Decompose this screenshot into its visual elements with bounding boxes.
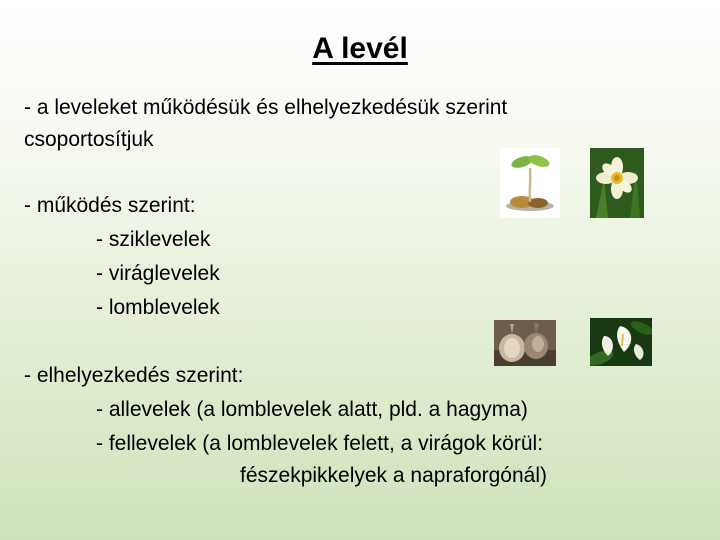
bulb-photo [494,320,556,366]
intro-line-2: csoportosítjuk [24,128,154,151]
position-item-upper-leaves: - fellevelek (a lomblevelek felett, a virágok körül: [96,432,544,455]
daffodil-photo [590,148,644,218]
function-item-floral-leaves: - viráglevelek [96,262,220,285]
intro-line-1: - a leveleket működésük és elhelyezkedésük szerint [24,96,508,119]
function-item-foliage-leaves: - lomblevelek [96,296,220,319]
seedling-photo [500,148,560,218]
calla-lily-photo [590,318,652,366]
function-item-cotyledons: - sziklevelek [96,228,211,251]
slide-title: A levél [312,32,408,65]
function-heading: - működés szerint: [24,194,196,217]
position-item-lower-leaves: - allevelek (a lomblevelek alatt, pld. a hagyma) [96,398,528,421]
position-heading: - elhelyezkedés szerint: [24,364,244,387]
position-item-upper-leaves-cont: fészekpikkelyek a napraforgónál) [240,464,548,487]
